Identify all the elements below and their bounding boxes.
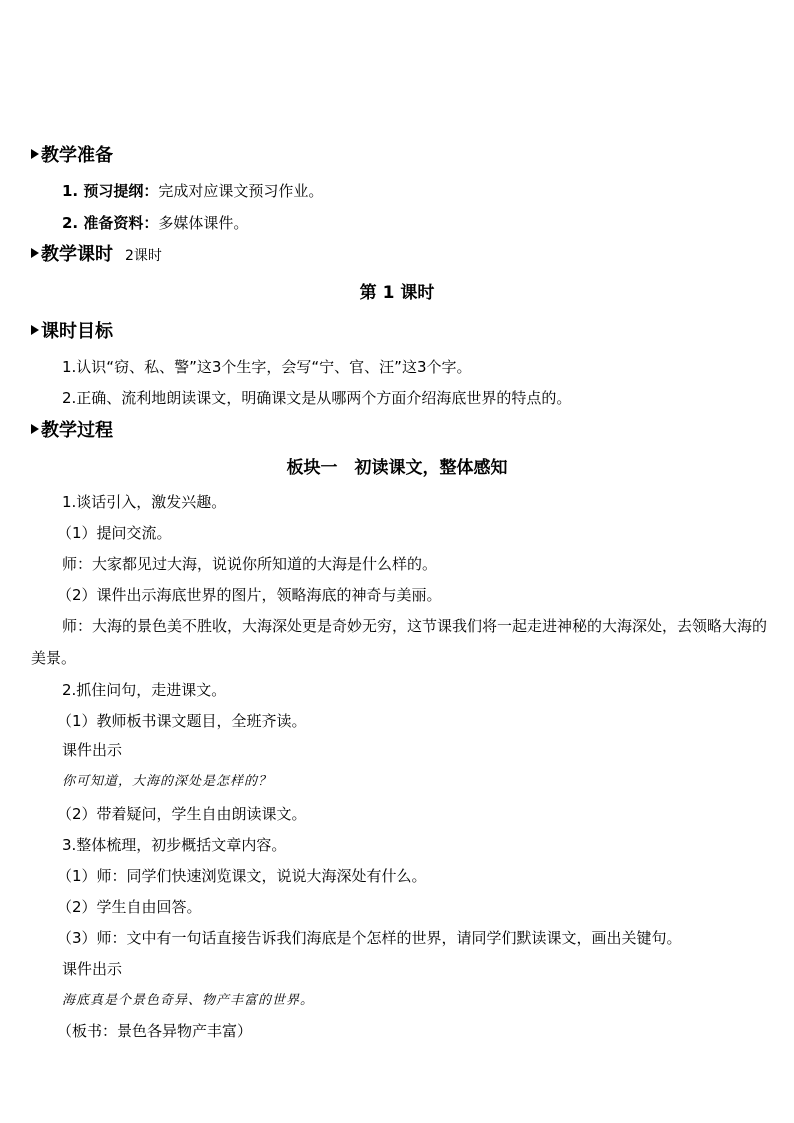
courseware-label: 课件出示 bbox=[62, 960, 123, 978]
process-line: 3.整体梳理，初步概括文章内容。 bbox=[62, 836, 287, 854]
section-heading-prep bbox=[31, 144, 113, 168]
prep-item-label: 1. 预习提纲： bbox=[62, 182, 159, 200]
process-line: （1）提问交流。 bbox=[57, 524, 172, 542]
heading-text: 教学准备 bbox=[41, 145, 113, 166]
triangle-bullet-icon bbox=[31, 248, 39, 258]
heading-text: 教学过程 bbox=[41, 420, 113, 441]
process-line: （2）带着疑问，学生自由朗读课文。 bbox=[57, 805, 307, 823]
process-line: （2）课件出示海底世界的图片，领略海底的神奇与美丽。 bbox=[57, 586, 442, 604]
courseware-quote: 海底真是个景色奇异、物产丰富的世界。 bbox=[62, 993, 315, 1008]
heading-text: 课时目标 bbox=[41, 321, 113, 342]
triangle-bullet-icon bbox=[31, 424, 39, 434]
section-heading-goals bbox=[31, 320, 113, 344]
goal-item-1: 1.认识“窃、私、警”这3个生字，会写“宁、官、汪”这3个字。 bbox=[62, 358, 472, 376]
process-line: 1.谈话引入，激发兴趣。 bbox=[62, 493, 227, 511]
prep-item-1 bbox=[62, 181, 323, 201]
triangle-bullet-icon bbox=[31, 149, 39, 159]
prep-item-label: 2. 准备资料： bbox=[62, 214, 159, 232]
heading-text: 教学课时 bbox=[41, 244, 113, 265]
process-paragraph: 师：大海的景色美不胜收，大海深处更是奇妙无穷，这节课我们将一起走进神秘的大海深处，去领略大海的美景。 bbox=[31, 617, 768, 667]
section-heading-process bbox=[31, 419, 113, 443]
process-line: （1）教师板书课文题目，全班齐读。 bbox=[57, 712, 307, 730]
prep-item-2 bbox=[62, 213, 248, 233]
courseware-quote: 你可知道，大海的深处是怎样的？ bbox=[62, 774, 273, 789]
triangle-bullet-icon bbox=[31, 325, 39, 335]
block-title: 板块一 初读课文，整体感知 bbox=[286, 458, 508, 478]
process-line: （1）师：同学们快速浏览课文，说说大海深处有什么。 bbox=[57, 867, 427, 885]
goal-item-2: 2.正确、流利地朗读课文，明确课文是从哪两个方面介绍海底世界的特点的。 bbox=[62, 389, 572, 407]
courseware-label: 课件出示 bbox=[62, 741, 123, 759]
prep-item-text: 多媒体课件。 bbox=[158, 214, 249, 232]
process-line: 2.抓住问句，走进课文。 bbox=[62, 681, 227, 699]
process-line: （3）师：文中有一句话直接告诉我们海底是个怎样的世界，请同学们默读课文，画出关键句。 bbox=[57, 929, 682, 947]
lesson-title: 第 1 课时 bbox=[359, 283, 435, 303]
hours-value: 2课时 bbox=[125, 248, 162, 264]
process-line: 师：大家都见过大海，说说你所知道的大海是什么样的。 bbox=[62, 555, 438, 573]
blackboard-note: （板书：景色各异物产丰富） bbox=[57, 1022, 253, 1040]
prep-item-text: 完成对应课文预习作业。 bbox=[158, 182, 324, 200]
process-line: （2）学生自由回答。 bbox=[57, 898, 202, 916]
section-heading-hours bbox=[31, 243, 162, 268]
